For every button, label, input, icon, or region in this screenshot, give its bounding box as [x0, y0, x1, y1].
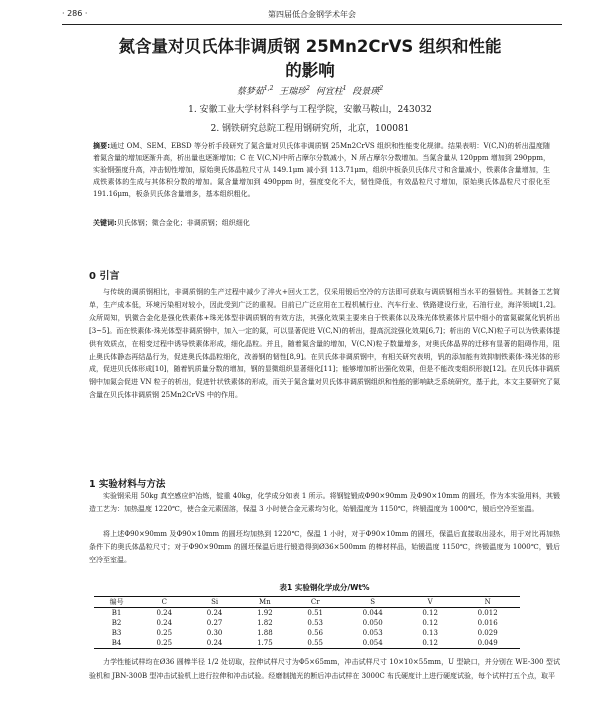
- table-cell: 0.12: [422, 609, 438, 617]
- author: 何宜柱: [315, 87, 343, 97]
- author: 蔡梦茹: [236, 87, 264, 97]
- keywords-label: 关键词:: [93, 219, 117, 227]
- table-cell: 0.53: [307, 619, 323, 627]
- author-affiliation-mark: 2: [306, 85, 310, 92]
- table-cell: B2: [111, 619, 122, 627]
- section-heading-intro: 0 引言: [89, 271, 120, 282]
- table-row: [94, 628, 520, 638]
- table-cell: 0.13: [422, 629, 438, 637]
- abstract-text: 通过 OM、SEM、EBSD 等分析手段研究了氮含量对贝氏体非调质钢 25Mn2CrVS 组织和性能变化规律。结果表明：V(C,N)的析出温度随着氮含量的增加逐渐升高，析出量也逐渐增加；C 在 V(C,N)中所占摩尔分数减小，N 所占摩尔分数增加。当氮含量从 120ppm 增加到 290ppm，实验钢强度升高，冲击韧性增加，原始奥氏体晶粒尺寸从 149.1μm 减小到 113.71μm，组织中板条贝氏体尺寸和含量减小，铁素体含量增加，生成铁素体的生成与其体积分数的增加。氮含量增加到 490ppm 时，强度变化不大，韧性降低，有效晶粒尺寸增加，原始奥氏体晶粒尺寸很化至 191.16μm，板条贝氏体含量增多，基本组织粗化。: [93, 142, 550, 198]
- table-cell: 0.30: [206, 629, 223, 637]
- author-affiliation-mark: 1: [342, 85, 347, 92]
- table-cell: 1.88: [257, 629, 273, 637]
- abstract-label: 摘要:: [93, 142, 110, 150]
- table-cell: B1: [111, 609, 122, 617]
- paper-title: [60, 35, 560, 83]
- table-row: [94, 638, 520, 649]
- keywords: [93, 218, 550, 228]
- section-heading-methods: 1 实验材料与方法: [89, 479, 166, 490]
- author-affiliation-mark: 1,2: [263, 85, 274, 92]
- column-header: Si: [189, 597, 239, 608]
- table-cell: 0.054: [340, 638, 405, 649]
- table-cell: 0.27: [206, 619, 223, 627]
- methods-paragraph-2: 将上述Φ90×90mm 及Φ90×10mm 的圆坯均加热到 1220℃，保温 1 小时，对于Φ90×10mm 的圆坯，保温后直接取出浸水，用于对比再加热条件下的奥氏体晶粒尺寸；对于Φ90×90mm 的圆坯保温后进行锻造得到Ø36×500mm 的棒材样品，始锻温度 1150℃，终锻温度为 1000℃，锻后空冷至室温。: [89, 530, 560, 564]
- table-cell: 0.029: [477, 629, 498, 637]
- column-header: Cr: [290, 597, 340, 608]
- table-row: [94, 618, 520, 628]
- column-header: S: [340, 597, 405, 608]
- column-header: C: [139, 597, 189, 608]
- table-cell: B3: [111, 629, 122, 637]
- author-affiliation-mark: 2: [379, 85, 384, 92]
- table-cell: B4: [94, 638, 139, 649]
- table-cell: 1.92: [257, 609, 273, 617]
- keywords-text: 贝氏体钢；微合金化；非调质钢；组织细化: [116, 219, 250, 227]
- table-cell: 0.51: [307, 609, 323, 617]
- table-cell: 0.24: [206, 609, 223, 617]
- table-cell: 0.12: [405, 638, 455, 649]
- intro-paragraph: 与传统的调质钢相比，非调质钢的生产过程中减少了淬火+回火工艺，仅采用锻后空冷的方法即可获取与调质钢相当水平的强韧性。其制备工艺简单，生产成本低，环境污染相对较小，因此受到广泛的重视。目前已广泛应用在工程机械行业、汽车行业、铁路建设行业，石油行业，海洋领域[1,2]。众所周知，钒微合金化是强化铁素体+珠光体型非调质钢的有效方法，其强化效果主要来自于铁素体以及珠光体铁素体片层中细小的富氮碳氮化钒析出[3~5]。而在铁素体-珠光体型非调质钢中，加入一定的氮，可以显著促进 V(C,N)的析出，提高沉淀强化效果[6,7]；析出的 V(C,N)粒子可以为铁素体提供有效质点，在相变过程中诱导铁素体形成，细化晶粒。并且，随着氮含量的增加，V(C,N)粒子数量增多，对奥氏体晶界的迁移有显著的阻碍作用，阻止奥氏体静态再结晶行为，促进奥氏体晶粒细化，改善钢的韧性[8,9]。在贝氏体非调质钢中，有相关研究表明，钒的添加能有效抑制铁素体-珠光体的形成，促进贝氏体形成[10]，随着钒质量分数的增加，钢的显微组织显著细化[11]；能够增加析出强化效果，但是不能改变组织形貌[12]。在贝氏体非调质钢中加氮会促进 VN 粒子的析出，促进针状铁素体的形成，而关于氮含量对贝氏体非调质钢组织和性能的影响缺乏系统研究，基于此，本文主要研究了氮含量在贝氏体非调质钢 25Mn2CrVS 中的作用。: [89, 288, 560, 400]
- author-list: [60, 84, 560, 97]
- table-cell: 0.24: [189, 638, 239, 649]
- title-line-1: 氮含量对贝氏体非调质钢 25Mn2CrVS 组织和性能: [118, 37, 502, 56]
- table-cell: 0.016: [477, 619, 498, 627]
- table-cell: 0.24: [156, 619, 173, 627]
- table-cell: 0.56: [307, 629, 323, 637]
- conference-name: 第四届低合金钢学术年会: [268, 10, 356, 19]
- affiliation-1: 1. 安徽工业大学材料科学与工程学院，安徽马鞍山，243032: [188, 105, 432, 115]
- table-cell: 0.053: [362, 629, 383, 637]
- methods-paragraph-1: 实验钢采用 50kg 真空感应炉冶炼，锭重 40kg，化学成分如表 1 所示。将钢锭锻成Φ90×90mm 及Φ90×10mm 的圆坯，作为本实验用料，其锻造工艺为：加热温度 1220℃，使合金元素固溶，保温 3 小时使合金元素均匀化，始锻温度为 1150℃，终锻温度为 1000℃，锻后空冷至室温。: [89, 492, 560, 513]
- table-cell: 0.25: [156, 629, 173, 637]
- page-header: [62, 6, 562, 25]
- table-cell: 0.25: [139, 638, 189, 649]
- table-cell: 0.55: [290, 638, 340, 649]
- table-cell: 0.012: [477, 609, 498, 617]
- column-header: V: [405, 597, 455, 608]
- column-header: N: [455, 597, 520, 608]
- table-cell: 0.044: [362, 609, 383, 617]
- table-header-row: [94, 597, 520, 608]
- table-caption: 表1 实验钢化学成分/Wt%: [279, 583, 370, 592]
- author: 王瑞珍: [279, 87, 307, 97]
- page-number: · 286 ·: [62, 9, 88, 18]
- table-cell: 0.24: [156, 609, 173, 617]
- column-header: 编号: [94, 597, 139, 608]
- table-cell: 0.049: [455, 638, 520, 649]
- affiliation-2: 2. 钢铁研究总院工程用钢研究所，北京，100081: [210, 124, 410, 134]
- methods-paragraph-3: 力学性能试样均在Ø36 圆棒半径 1/2 处切取，拉伸试样尺寸为Φ5×65mm，冲击试样尺寸 10×10×55mm，U 型缺口，并分别在 WE-300 型试验机和 JBN-300B 型冲击试验机上进行拉伸和冲击试验。经磨制抛光的断后冲击试样在 3000C 布氏硬度计上进行硬度试验，每个试样打五个点，取平: [89, 658, 560, 680]
- table-cell: 1.82: [257, 619, 273, 627]
- composition-table: [94, 596, 520, 649]
- table-cell: 0.050: [362, 619, 383, 627]
- title-line-2: 的影响: [285, 61, 335, 80]
- table-row: [94, 608, 520, 619]
- column-header: Mn: [240, 597, 290, 608]
- table-cell: 0.12: [422, 619, 438, 627]
- table-cell: 1.75: [240, 638, 290, 649]
- author: 段景瑛: [352, 87, 380, 97]
- abstract: [93, 140, 550, 200]
